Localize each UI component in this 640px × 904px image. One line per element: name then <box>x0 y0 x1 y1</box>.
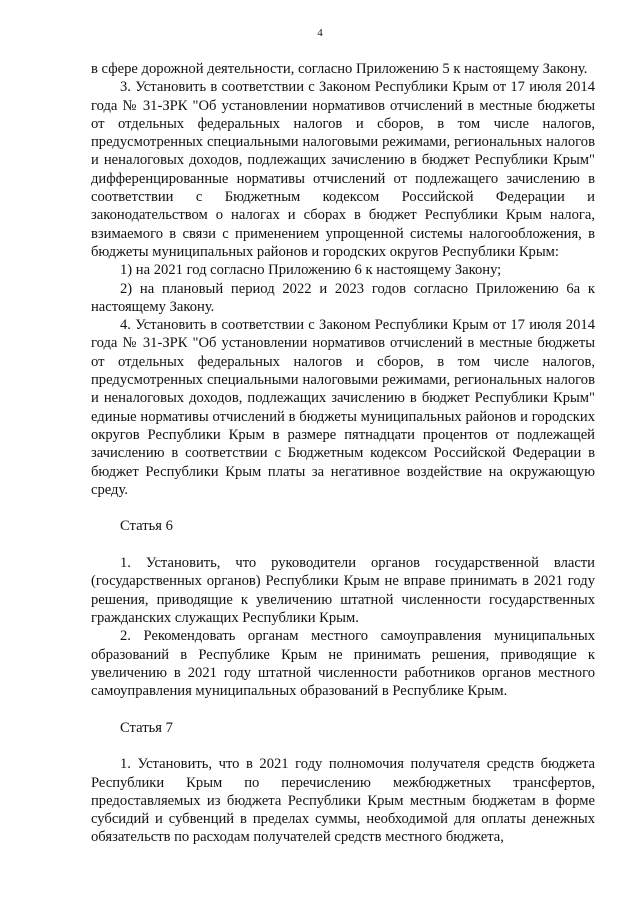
spacer <box>91 737 595 755</box>
spacer <box>91 700 595 718</box>
document-body <box>91 60 595 847</box>
paragraph-continuation: в сфере дорожной деятельности, согласно Приложению 5 к настоящему Закону. <box>91 61 588 77</box>
paragraph-subitem-2: 2) на плановый период 2022 и 2023 годов согласно Приложению 6а к настоящему Закону. <box>91 280 595 315</box>
spacer <box>91 499 595 517</box>
article-6-paragraph-2: 2. Рекомендовать органам местного самоуправления муниципальных образований в Республике Крым не принимать решения, приводящие к увеличению в 2021 году штатной численности работников органов местного самоуправления муниципальных образований в Республике Крым. <box>91 628 595 700</box>
paragraph-item-4: 4. Установить в соответствии с Законом Республики Крым от 17 июля 2014 года № 31-ЗРК "Об установлении нормативов отчислений в местные бюджеты от отдельных федеральных налогов и сборов, в том числе налогов, предусмотренных специальными налоговыми режимами, региональных налогов и неналоговых доходов, подлежащих зачислению в бюджет Республики Крым" единые нормативы отчислений в бюджеты муниципальных районов и городских округов Республики Крым в размере пятнадцати процентов от подлежащей зачислению в соответствии с Бюджетным кодексом Российской Федерации в бюджет Республики Крым платы за негативное воздействие на окружающую среду. <box>91 317 595 498</box>
article-7-heading: Статья 7 <box>120 719 173 736</box>
page-number: 4 <box>317 27 323 39</box>
article-7-paragraph-1: 1. Установить, что в 2021 году полномочия получателя средств бюджета Республики Крым по перечислению межбюджетных трансфертов, предоставляемых из бюджета Республики Крым местным бюджетам в форме субсидий и субвенций в пределах суммы, необходимой для оплаты денежных обязательств по расходам получателей средств местного бюджета, <box>91 756 595 846</box>
spacer <box>91 536 595 554</box>
article-6-paragraph-1: 1. Установить, что руководители органов государственной власти (государственных органов) Республики Крым не вправе принимать в 2021 году решения, приводящие к увеличению штатной численности государственных гражданских служащих Республики Крым. <box>91 555 595 626</box>
article-6-heading: Статья 6 <box>120 518 173 535</box>
paragraph-item-3: 3. Установить в соответствии с Законом Республики Крым от 17 июля 2014 года № 31-ЗРК "Об установлении нормативов отчислений в местные бюджеты от отдельных федеральных налогов и сборов, в том числе налогов, предусмотренных специальными налоговыми режимами, региональных налогов и неналоговых доходов, подлежащих зачислению в бюджет Республики Крым" дифференцированные нормативы отчислений от подлежащего зачислению в соответствии с Бюджетным кодексом Российской Федерации и законодательством о налогах и сборах в бюджет Республики Крым налога, взимаемого в связи с применением упрощенной системы налогообложения, в бюджеты муниципальных районов и городских округов Республики Крым: <box>91 79 595 260</box>
paragraph-subitem-1: 1) на 2021 год согласно Приложению 6 к настоящему Закону; <box>120 262 502 279</box>
